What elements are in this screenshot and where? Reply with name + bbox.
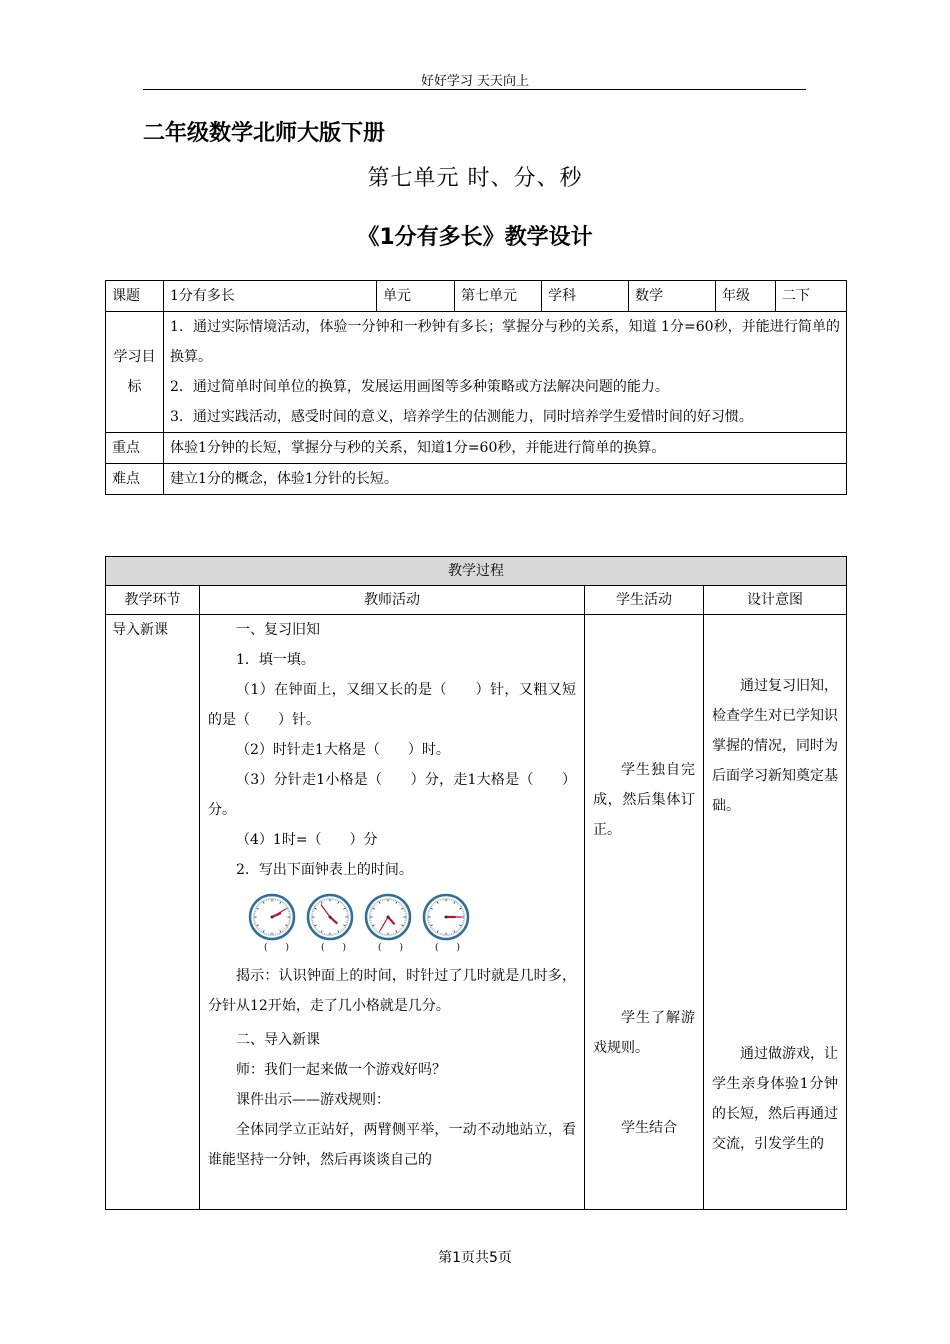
student-activity: 学生了解游戏规则。 bbox=[593, 1010, 695, 1056]
lesson-info-table bbox=[105, 280, 847, 495]
topic-label: 课题 bbox=[106, 281, 164, 312]
subject-label: 学科 bbox=[542, 281, 629, 312]
design-intent-cell bbox=[704, 615, 847, 1210]
reveal-text: 揭示：认识钟面上的时间，时针过了几时就是几时多，分针从12开始，走了几小格就是几分。 bbox=[208, 968, 576, 1014]
question-4: （4）1时=（ ）分 bbox=[236, 832, 378, 848]
goal-item: 3．通过实践活动，感受时间的意义，培养学生的估测能力，同时培养学生爱惜时间的好习惯。 bbox=[170, 409, 753, 425]
key-value: 体验1分钟的长短，掌握分与秒的关系，知道1分=60秒，并能进行简单的换算。 bbox=[164, 433, 847, 464]
student-activity: 学生独自完成，然后集体订正。 bbox=[593, 762, 695, 838]
document-title: 二年级数学北师大版下册 bbox=[143, 121, 386, 146]
goals-label: 学习目标 bbox=[106, 312, 164, 433]
process-title: 教学过程 bbox=[106, 557, 847, 586]
answer-blank: ( ) bbox=[377, 943, 404, 953]
goal-item: 1．通过实际情境活动，体验一分钟和一秒钟有多长；掌握分与秒的关系，知道 1分=60秒，并能进行简单的换算。 bbox=[170, 319, 840, 365]
answer-blank: ( ) bbox=[263, 943, 290, 953]
topic-value: 1分有多长 bbox=[164, 281, 377, 312]
process-row-intro bbox=[106, 615, 847, 1210]
info-row-goals bbox=[106, 312, 847, 433]
difficult-label: 难点 bbox=[106, 464, 164, 495]
grade-value: 二下 bbox=[776, 281, 847, 312]
difficult-value: 建立1分的概念，体验1分针的长短。 bbox=[164, 464, 847, 495]
section-heading: 一、复习旧知 bbox=[236, 622, 320, 638]
unit-value: 第七单元 bbox=[455, 281, 542, 312]
question-3: （3）分针走1小格是（ ）分，走1大格是（ ）分。 bbox=[208, 772, 576, 818]
clock-face-icon bbox=[364, 893, 412, 941]
goals-cell bbox=[164, 312, 847, 433]
unit-label: 单元 bbox=[377, 281, 455, 312]
info-row-topic bbox=[106, 281, 847, 312]
section-heading: 二、导入新课 bbox=[236, 1032, 320, 1048]
info-row-difficult bbox=[106, 464, 847, 495]
grade-label: 年级 bbox=[716, 281, 776, 312]
process-header-row bbox=[106, 586, 847, 615]
teacher-line: 全体同学立正站好，两臂侧平举，一动不动地站立，看谁能坚持一分钟，然后再谈谈自己的 bbox=[208, 1122, 576, 1168]
lesson-title: 《1分有多长》教学设计 bbox=[357, 225, 593, 250]
answer-blank: ( ) bbox=[434, 943, 461, 953]
page-footer: 第1页共5页 bbox=[438, 1250, 512, 1266]
teacher-activity-cell bbox=[200, 615, 585, 1210]
design-intent: 通过复习旧知，检查学生对已学知识掌握的情况，同时为后面学习新知奠定基础。 bbox=[712, 678, 838, 814]
unit-title: 第七单元 时、分、秒 bbox=[367, 166, 583, 191]
teaching-process-table bbox=[105, 556, 847, 1210]
goal-item: 2．通过简单时间单位的换算，发展运用画图等多种策略或方法解决问题的能力。 bbox=[170, 379, 669, 395]
info-row-key bbox=[106, 433, 847, 464]
question-1: （1）在钟面上，又细又长的是（ ）针，又粗又短的是（ ）针。 bbox=[208, 682, 576, 728]
design-intent: 通过做游戏，让学生亲身体验1分钟的长短，然后再通过交流，引发学生的 bbox=[712, 1046, 838, 1152]
clock-face-icon bbox=[422, 893, 470, 941]
exercise-heading: 2．写出下面钟表上的时间。 bbox=[236, 862, 413, 878]
clock-answer-blanks bbox=[248, 941, 576, 955]
teacher-line: 师：我们一起来做一个游戏好吗？ bbox=[236, 1062, 446, 1078]
clock-face-icon bbox=[248, 893, 296, 941]
header-intent: 设计意图 bbox=[704, 586, 847, 615]
exercise-heading: 1．填一填。 bbox=[236, 652, 315, 668]
subject-value: 数学 bbox=[629, 281, 716, 312]
header-student: 学生活动 bbox=[585, 586, 704, 615]
clock-figures bbox=[248, 893, 576, 941]
header-teacher: 教师活动 bbox=[200, 586, 585, 615]
student-activity: 学生结合 bbox=[621, 1120, 677, 1136]
clock-face-icon bbox=[306, 893, 354, 941]
process-title-row bbox=[106, 557, 847, 586]
stage-cell: 导入新课 bbox=[106, 615, 200, 1210]
header-divider bbox=[143, 89, 806, 90]
student-activity-cell bbox=[585, 615, 704, 1210]
page-header: 好好学习 天天向上 bbox=[420, 74, 530, 89]
question-2: （2）时针走1大格是（ ）时。 bbox=[236, 742, 450, 758]
teacher-line: 课件出示——游戏规则： bbox=[236, 1092, 390, 1108]
key-label: 重点 bbox=[106, 433, 164, 464]
answer-blank: ( ) bbox=[320, 943, 347, 953]
header-stage: 教学环节 bbox=[106, 586, 200, 615]
